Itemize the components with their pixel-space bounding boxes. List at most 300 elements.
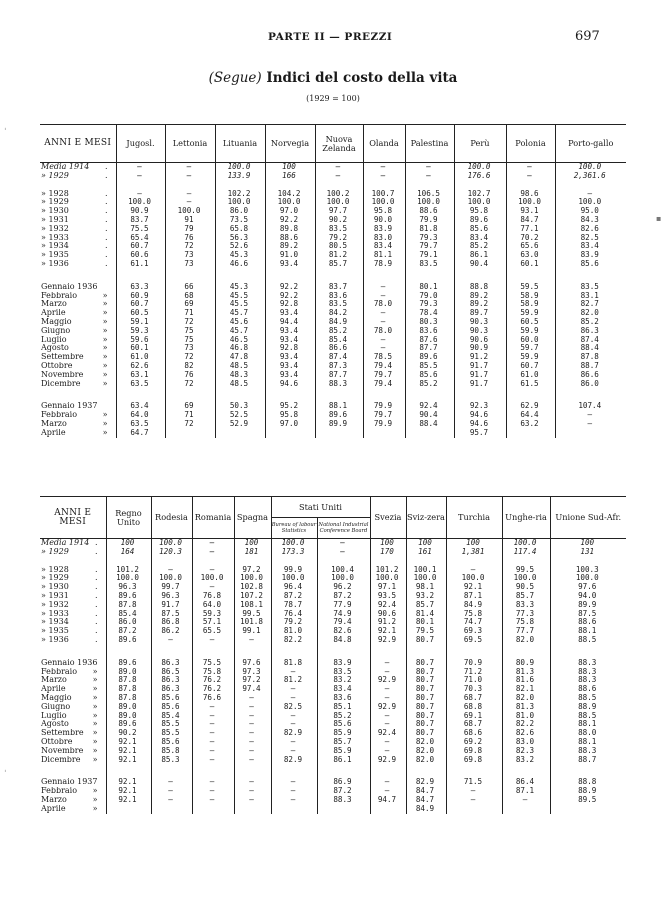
table-row xyxy=(40,216,626,225)
table-cell: 107.4 xyxy=(555,402,626,411)
table-cell: 52.5 xyxy=(215,411,265,420)
table-cell: 85.7 xyxy=(315,260,363,269)
table-cell: 68.7 xyxy=(446,720,502,729)
table-cell: 85.2 xyxy=(454,242,506,251)
table-cell: — xyxy=(370,668,406,677)
row-label-text: Ottobre xyxy=(41,361,73,370)
table-cell: — xyxy=(405,163,454,172)
table-cell: — xyxy=(192,583,234,592)
table-cell: 65.6 xyxy=(506,242,555,251)
row-label xyxy=(40,787,106,796)
table-cell: 100.0 xyxy=(192,574,234,583)
table-cell: 59.7 xyxy=(506,344,555,353)
row-label-text: Febbraio xyxy=(41,291,78,300)
col-header-svezia: Svezia xyxy=(370,497,406,539)
spacer-cell xyxy=(406,764,446,778)
table-cell: 100.0 xyxy=(317,574,370,583)
table-cell: 86.0 xyxy=(106,618,151,627)
spacer-cell xyxy=(406,557,446,566)
table-cell: 100.0 xyxy=(215,163,265,172)
table-cell: 78.4 xyxy=(405,309,454,318)
table-cell: 91.0 xyxy=(265,251,315,260)
table-cell: 74.9 xyxy=(317,610,370,619)
edge-mark: ▪ xyxy=(656,214,662,223)
table-cell: 88.6 xyxy=(265,234,315,243)
row-label xyxy=(40,300,116,309)
table-cell: 77.9 xyxy=(317,601,370,610)
col-header-nuova-zelanda: Nuova Zelanda xyxy=(315,125,363,163)
table-cell: — xyxy=(370,685,406,694)
row-label-text: Media 1914 xyxy=(41,538,90,547)
table-row xyxy=(40,172,626,181)
table-cell: 83.7 xyxy=(116,216,165,225)
table-cell: 85.4 xyxy=(315,336,363,345)
table-cell: 75.8 xyxy=(446,610,502,619)
table-cell: 92.2 xyxy=(265,292,315,301)
row-label xyxy=(40,234,116,243)
table-cell: 63.4 xyxy=(116,402,165,411)
row-label-mark: . xyxy=(104,251,108,260)
table-cell: 102.7 xyxy=(454,190,506,199)
table-cell: 100 xyxy=(234,539,271,548)
table-cell: — xyxy=(506,172,555,181)
row-label xyxy=(40,402,116,411)
table-cell: 87.5 xyxy=(151,610,192,619)
table-cell: 83.4 xyxy=(363,242,405,251)
table-cell: 90.6 xyxy=(370,610,406,619)
row-label-mark: » xyxy=(92,804,98,813)
table-cell: — xyxy=(234,712,271,721)
row-label-mark: » xyxy=(92,737,98,746)
row-label-mark: » xyxy=(92,667,98,676)
row-label-text: » 1929 xyxy=(41,574,69,583)
table-cell: 86.3 xyxy=(555,327,626,336)
row-label xyxy=(40,778,106,787)
row-label-mark: . xyxy=(104,259,108,268)
table-cell: — xyxy=(271,668,317,677)
spacer-cell xyxy=(550,764,626,778)
table-cell: 100.0 xyxy=(271,574,317,583)
row-label-mark: » xyxy=(102,344,108,353)
row-label-text: » 1928 xyxy=(41,565,69,574)
table-cell: 85.5 xyxy=(151,729,192,738)
row-label xyxy=(40,283,116,292)
table-cell: 93.4 xyxy=(265,353,315,362)
table-cell: 97.0 xyxy=(265,420,315,429)
table-cell: 63.1 xyxy=(116,371,165,380)
table-cell: 82.0 xyxy=(406,747,446,756)
spacer-cell xyxy=(506,181,555,190)
table-cell xyxy=(234,805,271,814)
table-cell: 89.6 xyxy=(106,636,151,645)
table-cell: — xyxy=(192,720,234,729)
table-cell: 62.9 xyxy=(506,402,555,411)
row-label xyxy=(40,371,116,380)
row-label-text: » 1930 xyxy=(41,207,69,216)
table-row xyxy=(40,388,626,402)
row-label-mark: » xyxy=(92,755,98,764)
row-label-mark: » xyxy=(92,702,98,711)
table-cell: 50.3 xyxy=(215,402,265,411)
table-cell: — xyxy=(405,172,454,181)
table-cell: 48.5 xyxy=(215,380,265,389)
row-label-mark: » xyxy=(92,711,98,720)
row-label-mark: » xyxy=(102,361,108,370)
table-cell: 97.2 xyxy=(234,676,271,685)
table-cell: — xyxy=(192,778,234,787)
table-cell: 170 xyxy=(370,548,406,557)
table-cell: 95.7 xyxy=(454,429,506,438)
table-cell: 61.5 xyxy=(506,380,555,389)
table-cell: — xyxy=(165,172,215,181)
table-cell: 79.7 xyxy=(405,242,454,251)
row-label-text: » 1935 xyxy=(41,251,69,260)
col-header-anni-e-mesi: ANNI E MESI xyxy=(40,125,116,163)
table-cell: 99.5 xyxy=(502,566,550,575)
row-label-text: Media 1914 xyxy=(41,162,90,171)
table-cell xyxy=(506,429,555,438)
table-cell: 68.7 xyxy=(446,694,502,703)
table-cell: 101.2 xyxy=(106,566,151,575)
table-cell: 59.9 xyxy=(506,353,555,362)
spacer-cell xyxy=(315,181,363,190)
row-label-mark: . xyxy=(104,162,108,171)
table-cell: 86.8 xyxy=(151,618,192,627)
table-cell: 61.0 xyxy=(506,371,555,380)
row-label-text: Dicembre xyxy=(41,755,81,764)
table-cell: 100.2 xyxy=(315,190,363,199)
table-cell: 100 xyxy=(406,539,446,548)
table-cell: 91 xyxy=(165,216,215,225)
row-label-text: Aprile xyxy=(41,685,66,694)
table-cell: 92.1 xyxy=(106,778,151,787)
table-cell: — xyxy=(234,756,271,765)
table-cell: 79.0 xyxy=(405,292,454,301)
table-cell: 70.3 xyxy=(446,685,502,694)
table-cell: 79.9 xyxy=(363,420,405,429)
table-cell: 104.2 xyxy=(265,190,315,199)
table-cell: 79.4 xyxy=(363,380,405,389)
table-cell: 90.9 xyxy=(116,207,165,216)
table-cell: 93.4 xyxy=(265,260,315,269)
row-label xyxy=(40,380,116,389)
table-cell: 82.7 xyxy=(555,300,626,309)
table-cell: 48.3 xyxy=(215,371,265,380)
table-cell: 69.1 xyxy=(446,712,502,721)
table-cell: 85.7 xyxy=(406,601,446,610)
spacer-cell xyxy=(234,557,271,566)
row-label-mark: » xyxy=(92,693,98,702)
table-cell: 79 xyxy=(165,225,215,234)
spacer-cell xyxy=(405,181,454,190)
row-label-text: » 1930 xyxy=(41,583,69,592)
table-cell: 87.8 xyxy=(106,685,151,694)
table-cell: — xyxy=(192,712,234,721)
table-cell: 85.6 xyxy=(317,720,370,729)
page-header xyxy=(0,31,666,47)
table-cell: 86.3 xyxy=(151,659,192,668)
table-cell: 59.3 xyxy=(116,327,165,336)
spacer-cell xyxy=(502,764,550,778)
col-header-polonia: Polonia xyxy=(506,125,555,163)
table-cell: 86.2 xyxy=(151,627,192,636)
table-cell: 82.2 xyxy=(502,720,550,729)
row-label-text: » 1933 xyxy=(41,233,69,242)
table-cell: — xyxy=(234,747,271,756)
table-cell: 69.3 xyxy=(446,627,502,636)
table-cell: 82.9 xyxy=(271,729,317,738)
table-cell: 80.7 xyxy=(406,694,446,703)
row-label-mark: . xyxy=(94,565,98,574)
title-prefix: (Segue) xyxy=(208,70,262,86)
table-cell: 173.3 xyxy=(271,548,317,557)
table-cell: 83.2 xyxy=(502,756,550,765)
table-row xyxy=(40,190,626,199)
table-cell: 71 xyxy=(165,411,215,420)
table-cell: 100 xyxy=(265,163,315,172)
spacer-cell xyxy=(370,764,406,778)
table-cell: 161 xyxy=(406,548,446,557)
spacer-cell xyxy=(317,645,370,659)
col-header-unione-sud-afr: Unione Sud-Afr. xyxy=(550,497,626,539)
table-cell: 85.2 xyxy=(317,712,370,721)
table-row xyxy=(40,300,626,309)
table-cell: — xyxy=(192,539,234,548)
table-cell: 82 xyxy=(165,362,215,371)
table-cell: 2,361.6 xyxy=(555,172,626,181)
table-cell: 72 xyxy=(165,420,215,429)
row-label-text: Febbraio xyxy=(41,667,78,676)
table-cell: — xyxy=(363,283,405,292)
page-title xyxy=(0,70,666,86)
row-label-text: Aprile xyxy=(41,804,66,813)
table-row xyxy=(40,181,626,190)
spacer-cell xyxy=(550,557,626,566)
spacer-cell xyxy=(406,645,446,659)
row-label-text: Maggio xyxy=(41,693,72,702)
row-label xyxy=(40,260,116,269)
table-cell: 79.4 xyxy=(363,362,405,371)
row-label-text: » 1929 xyxy=(41,547,69,556)
section-title: PARTE II — PREZZI xyxy=(268,31,393,43)
table-cell: 82.6 xyxy=(502,729,550,738)
table-cell: 82.0 xyxy=(406,738,446,747)
table-cell xyxy=(151,805,192,814)
row-label xyxy=(40,618,106,627)
row-label-text: » 1934 xyxy=(41,618,69,627)
table-cell: 102.8 xyxy=(234,583,271,592)
table-cell: 95.8 xyxy=(363,207,405,216)
col-header-olanda: Olanda xyxy=(363,125,405,163)
table-cell: 100.0 xyxy=(116,198,165,207)
table-cell: 84.2 xyxy=(315,309,363,318)
table-cell: 95.8 xyxy=(265,411,315,420)
table-cell: 83.9 xyxy=(317,659,370,668)
table-cell: 85.4 xyxy=(106,610,151,619)
table-cell: — xyxy=(363,336,405,345)
table-cell: 78.5 xyxy=(363,353,405,362)
table-cell: 92.1 xyxy=(106,747,151,756)
table-cell: — xyxy=(363,163,405,172)
row-label-mark: . xyxy=(94,609,98,618)
table-cell: 100.0 xyxy=(151,574,192,583)
table-cell: — xyxy=(317,539,370,548)
row-label xyxy=(40,659,106,668)
table-cell: 47.8 xyxy=(215,353,265,362)
table-cell: 79.9 xyxy=(363,402,405,411)
row-label-text: Agosto xyxy=(41,720,69,729)
spacer-cell xyxy=(506,388,555,402)
table-cell: 90.4 xyxy=(405,411,454,420)
table-cell: 65.4 xyxy=(116,234,165,243)
row-label xyxy=(40,592,106,601)
table-cell: 88.5 xyxy=(550,712,626,721)
table-cell: 81.2 xyxy=(315,251,363,260)
table-cell: — xyxy=(271,720,317,729)
table-cell: 87.1 xyxy=(446,592,502,601)
table-cell: 100 xyxy=(106,539,151,548)
table-cell: 63.5 xyxy=(116,380,165,389)
table-cell: — xyxy=(363,309,405,318)
table-cell: 87.8 xyxy=(106,694,151,703)
table-cell: 79.7 xyxy=(363,411,405,420)
table-cell: 92.1 xyxy=(446,583,502,592)
table-cell: 80.7 xyxy=(406,685,446,694)
table-cell: 69.8 xyxy=(446,756,502,765)
table-cell: 83.0 xyxy=(502,738,550,747)
table-cell: 95.8 xyxy=(454,207,506,216)
spacer-cell xyxy=(454,181,506,190)
row-label-mark: » xyxy=(102,291,108,300)
row-label-text: Gennaio 1936 xyxy=(41,658,98,667)
table-cell xyxy=(370,805,406,814)
table-cell: 87.5 xyxy=(550,610,626,619)
col-header-stati-uniti: Stati Uniti xyxy=(271,497,370,518)
table-row xyxy=(40,756,626,765)
table-cell: 89.0 xyxy=(106,703,151,712)
table-cell: 100.0 xyxy=(234,574,271,583)
table-cell: 1,381 xyxy=(446,548,502,557)
table-cell: — xyxy=(271,685,317,694)
table-cell: 80.7 xyxy=(406,676,446,685)
table-row xyxy=(40,402,626,411)
table-cell: 88.9 xyxy=(550,703,626,712)
table-cell: — xyxy=(555,190,626,199)
table-cell: 85.6 xyxy=(151,738,192,747)
table-cell: — xyxy=(234,796,271,805)
table-row xyxy=(40,411,626,420)
table-cell: — xyxy=(363,172,405,181)
table-cell: 85.1 xyxy=(317,703,370,712)
table-cell: — xyxy=(151,778,192,787)
table-row xyxy=(40,796,626,805)
row-label-text: » 1928 xyxy=(41,189,69,198)
row-label xyxy=(40,336,116,345)
table-cell: 85.2 xyxy=(315,327,363,336)
spacer-cell xyxy=(555,181,626,190)
table-cell: 97.1 xyxy=(370,583,406,592)
table-cell: — xyxy=(363,318,405,327)
table-row xyxy=(40,557,626,566)
table-cell: 93.1 xyxy=(506,207,555,216)
table-cell: 94.6 xyxy=(265,380,315,389)
table-row xyxy=(40,787,626,796)
table-cell: 65.8 xyxy=(215,225,265,234)
table-cell: 60.7 xyxy=(116,242,165,251)
row-label-mark: . xyxy=(94,600,98,609)
row-label xyxy=(40,548,106,557)
col-header-jugosl-: Jugosl. xyxy=(116,125,165,163)
table-cell: 88.1 xyxy=(550,738,626,747)
table-cell: 69 xyxy=(165,402,215,411)
row-label-mark: » xyxy=(102,353,108,362)
table-cell: 100.1 xyxy=(406,566,446,575)
table-cell: 88.1 xyxy=(550,627,626,636)
table-cell: 77.3 xyxy=(502,610,550,619)
table-cell: 61.1 xyxy=(116,260,165,269)
table-cell: 89.0 xyxy=(106,668,151,677)
table-row xyxy=(40,592,626,601)
table-cell: 108.1 xyxy=(234,601,271,610)
row-label-mark: » xyxy=(102,300,108,309)
table-cell: 97.0 xyxy=(265,207,315,216)
table-cell: 79.1 xyxy=(405,251,454,260)
table-cell: 84.3 xyxy=(555,216,626,225)
table-cell: 59.5 xyxy=(506,283,555,292)
table-cell: 82.0 xyxy=(502,694,550,703)
table-cell: 79.3 xyxy=(405,234,454,243)
table-cell: 87.6 xyxy=(405,336,454,345)
table-row xyxy=(40,420,626,429)
row-label xyxy=(40,353,116,362)
col-header-norvegia: Norvegia xyxy=(265,125,315,163)
table-cell: 80.9 xyxy=(502,659,550,668)
table-cell: — xyxy=(502,796,550,805)
table-cell: 52.6 xyxy=(215,242,265,251)
table-cell xyxy=(405,429,454,438)
spacer-cell xyxy=(106,557,151,566)
table-cell: 86.0 xyxy=(215,207,265,216)
row-label xyxy=(40,172,116,181)
table-cell: 75 xyxy=(165,327,215,336)
spacer-cell xyxy=(151,764,192,778)
table-cell: 92.9 xyxy=(370,703,406,712)
table-cell: 94.0 xyxy=(550,592,626,601)
table-cell: 62.6 xyxy=(116,362,165,371)
table-cell: 100.4 xyxy=(317,566,370,575)
table-cell: 94.7 xyxy=(370,796,406,805)
table-cell xyxy=(192,805,234,814)
table-row xyxy=(40,539,626,548)
row-label xyxy=(40,703,106,712)
col-header-romania: Romania xyxy=(192,497,234,539)
spacer-cell xyxy=(315,269,363,283)
table-cell: 87.4 xyxy=(555,336,626,345)
table-cell: 76.8 xyxy=(192,592,234,601)
table-cell: 60.6 xyxy=(116,251,165,260)
col-header-lettonia: Lettonia xyxy=(165,125,215,163)
table-cell: 76 xyxy=(165,371,215,380)
table-cell: 80.7 xyxy=(406,659,446,668)
row-label xyxy=(40,216,116,225)
table-cell xyxy=(315,429,363,438)
table-cell: 74.7 xyxy=(446,618,502,627)
row-label-mark: » xyxy=(102,309,108,318)
table-cell: 90.6 xyxy=(454,336,506,345)
table-cell: 94.6 xyxy=(454,420,506,429)
table-cell: 87.8 xyxy=(106,676,151,685)
table-cell: 89.6 xyxy=(106,592,151,601)
